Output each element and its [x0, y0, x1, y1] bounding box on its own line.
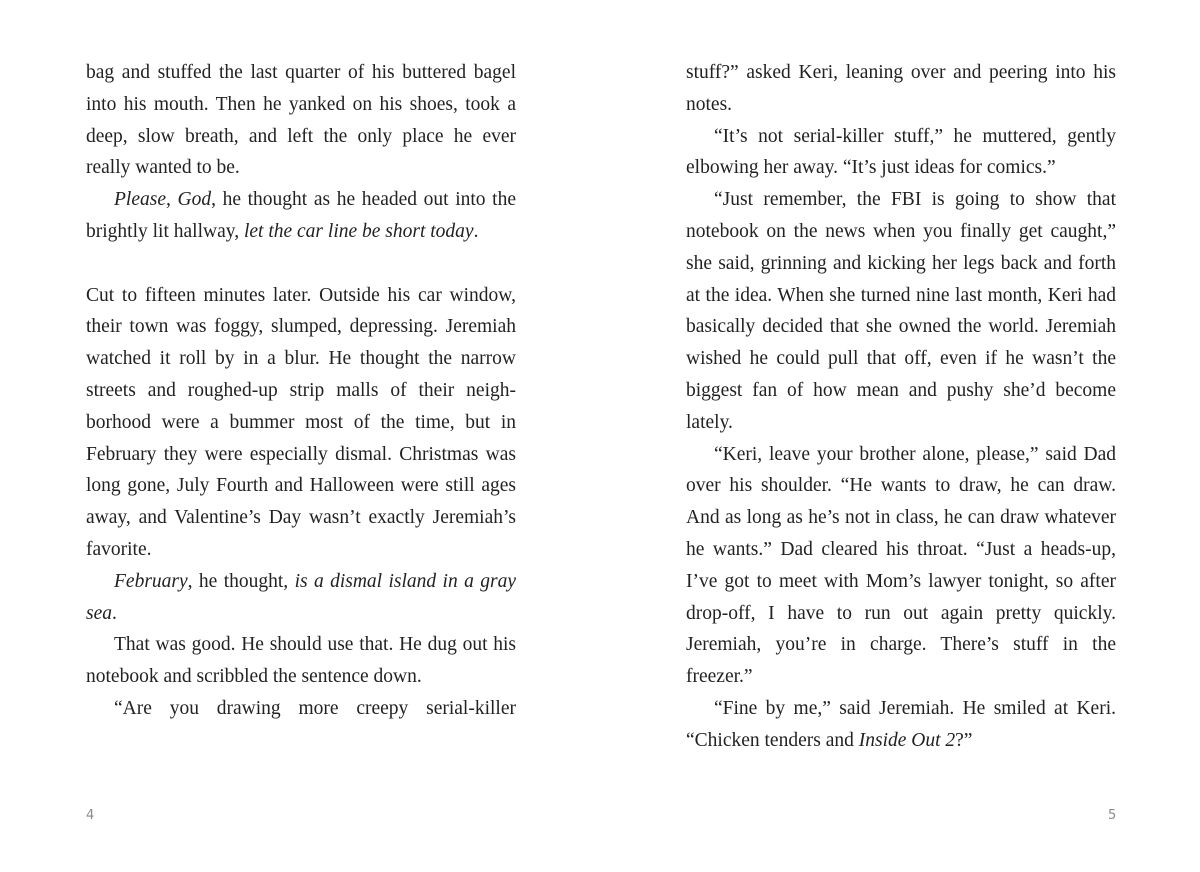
paragraph [686, 693, 1116, 757]
page-number-left: 4 [86, 808, 95, 823]
text-run: “Are you drawing more creepy serial-killer [114, 697, 516, 719]
left-page [86, 57, 516, 725]
paragraph [86, 629, 516, 693]
paragraph [686, 121, 1116, 185]
italic-text-run: is a dismal island in a gray sea [86, 570, 516, 624]
text-run: “Fine by me,” said Jeremiah. He smiled at Keri. “Chicken tenders and [686, 697, 1116, 751]
text-run: bag and stuffed the last quarter of his buttered bagel into his mouth. Then he yanked on his shoes, took a deep, slow breath, and left the only place he ever really wanted to be. [86, 62, 516, 179]
text-run: That was good. He should use that. He dug out his notebook and scribbled the sentence down. [86, 634, 516, 688]
paragraph [686, 439, 1116, 693]
italic-text-run: Inside Out 2 [858, 729, 956, 751]
paragraph [86, 57, 516, 184]
page-number-right: 5 [1108, 808, 1117, 823]
paragraph [86, 566, 516, 630]
italic-text-run: let the car line be short today [243, 220, 474, 242]
paragraph [86, 184, 516, 248]
italic-text-run: Please, God [114, 189, 212, 211]
text-run: , he thought, [187, 570, 295, 592]
text-run: Cut to fifteen minutes later. Outside his car window, their town was foggy, slumped, depressing. Jeremiah watched it roll by in a blur. He thought the narrow streets and roughed-up strip malls of their neighborhood were a bummer most of the time, but in February they were especially dismal. Christmas was long gone, July Fourth and Halloween were still ages away, and Valentine’s Day wasn’t exactly Jeremiah’s favorite. [86, 284, 516, 560]
right-page [686, 57, 1116, 757]
text-run: . [473, 220, 479, 242]
italic-text-run: February [114, 570, 188, 592]
text-run: “Just remember, the FBI is going to show that notebook on the news when you finally get caught,” she said, grinning and kicking her legs back and forth at the idea. When she turned nine last month, Keri had basically decided that she owned the world. Jeremiah wished he could pull that off, even if he wasn’t the biggest fan of how mean and pushy she’d become lately. [686, 189, 1116, 433]
text-run: “It’s not serial-killer stuff,” he muttered, gently elbowing her away. “It’s just ideas for comics.” [686, 125, 1116, 179]
paragraph-scene-break [86, 280, 516, 566]
text-run: . [112, 602, 117, 624]
text-run: stuff?” asked Keri, leaning over and peering into his notes. [686, 62, 1116, 115]
text-run: “Keri, leave your brother alone, please,” said Dad over his shoulder. “He wants to draw, he can draw. And as long as he’s not in class, he can draw whatever he wants.” Dad cleared his throat. “Just a heads-up, I’ve got to meet with Mom’s lawyer tonight, so after drop-off, I have to run out again pretty quickly. Jeremiah, you’re in charge. There’s stuff in the freezer.” [686, 443, 1116, 688]
paragraph [86, 693, 516, 725]
paragraph [686, 57, 1116, 121]
paragraph [686, 184, 1116, 438]
text-run: ?” [955, 729, 973, 751]
text-run: , he thought as he headed out into the brightly lit hallway, [86, 189, 516, 242]
